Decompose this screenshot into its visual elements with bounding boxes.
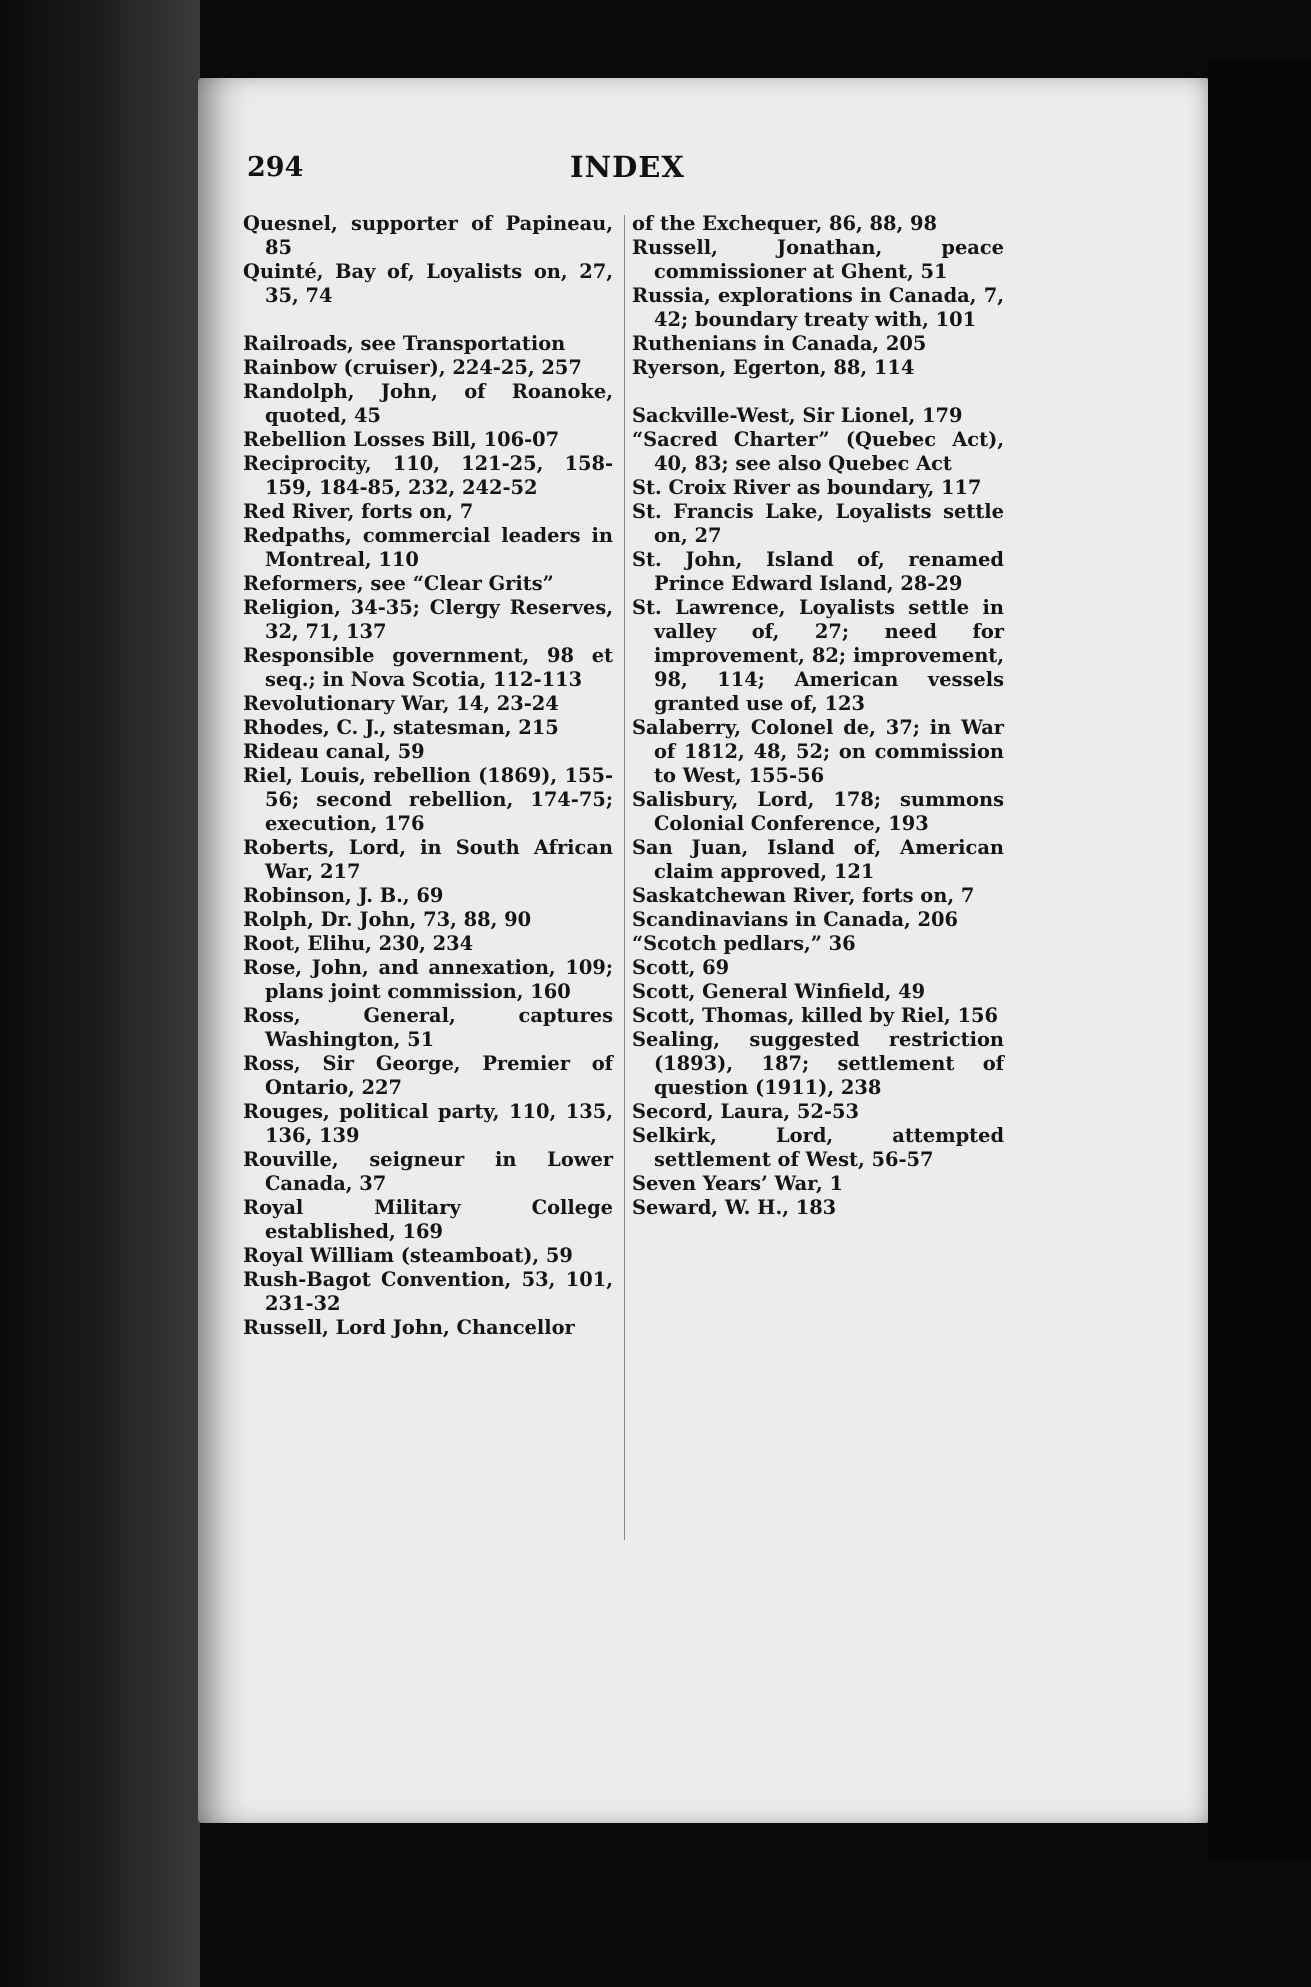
index-entry: Seward, W. H., 183 xyxy=(632,1196,837,1219)
running-title: INDEX xyxy=(570,150,685,184)
index-entry: Randolph, John, of Roanoke, quoted, 45 xyxy=(243,380,613,427)
index-entry: Quinté, Bay of, Loyalists on, 27, 35, 74 xyxy=(243,260,613,307)
index-entry: Seven Years’ War, 1 xyxy=(632,1172,843,1195)
index-entry: Rainbow (cruiser), 224-25, 257 xyxy=(243,356,582,379)
index-entry: Scandinavians in Canada, 206 xyxy=(632,908,958,931)
index-entry: Rush-Bagot Convention, 53, 101, 231-32 xyxy=(243,1268,613,1315)
index-entry: Quesnel, supporter of Papineau, 85 xyxy=(243,212,613,259)
index-column-right xyxy=(632,212,1004,1220)
index-entry: Red River, forts on, 7 xyxy=(243,500,474,523)
index-entry: Robinson, J. B., 69 xyxy=(243,884,444,907)
index-entry: Rolph, Dr. John, 73, 88, 90 xyxy=(243,908,532,931)
index-entry: Rouges, political party, 110, 135, 136, 139 xyxy=(243,1100,613,1147)
index-entry: Scott, Thomas, killed by Riel, 156 xyxy=(632,1004,999,1027)
index-entry: Ruthenians in Canada, 205 xyxy=(632,332,927,355)
letter-section-gap xyxy=(243,308,613,332)
index-entry: San Juan, Island of, American claim approved, 121 xyxy=(632,836,1004,883)
index-entry: Rebellion Losses Bill, 106-07 xyxy=(243,428,560,451)
index-entry: Rideau canal, 59 xyxy=(243,740,425,763)
index-entry: Russell, Lord John, Chancellor xyxy=(243,1316,575,1339)
index-entry: St. Lawrence, Loyalists settle in valley of, 27; need for improvement, 82; improvement, 98, 114; American vessels granted use of, 123 xyxy=(632,596,1004,715)
index-entry: Revolutionary War, 14, 23-24 xyxy=(243,692,559,715)
index-entry: Sackville-West, Sir Lionel, 179 xyxy=(632,404,963,427)
index-entry: Roberts, Lord, in South African War, 217 xyxy=(243,836,613,883)
book-spine xyxy=(0,0,200,1987)
index-entry: Ross, Sir George, Premier of Ontario, 227 xyxy=(243,1052,613,1099)
index-entry: Salaberry, Colonel de, 37; in War of 1812, 48, 52; on commission to West, 155-56 xyxy=(632,716,1004,787)
index-entry: St. Francis Lake, Loyalists settle on, 27 xyxy=(632,500,1004,547)
page-number: 294 xyxy=(247,152,304,183)
index-entry: Russell, Jonathan, peace commissioner at Ghent, 51 xyxy=(632,236,1004,283)
letter-section-gap xyxy=(632,380,1004,404)
index-entry: Rouville, seigneur in Lower Canada, 37 xyxy=(243,1148,613,1195)
index-entry: Royal Military College established, 169 xyxy=(243,1196,613,1243)
index-entry: Rose, John, and annexation, 109; plans joint commission, 160 xyxy=(243,956,613,1003)
index-entry: St. John, Island of, renamed Prince Edward Island, 28-29 xyxy=(632,548,1004,595)
index-entry: “Sacred Charter” (Quebec Act), 40, 83; see also Quebec Act xyxy=(632,428,1004,475)
index-entry: Religion, 34-35; Clergy Reserves, 32, 71, 137 xyxy=(243,596,613,643)
index-entry: Salisbury, Lord, 178; summons Colonial Conference, 193 xyxy=(632,788,1004,835)
index-entry: Riel, Louis, rebellion (1869), 155-56; second rebellion, 174-75; execution, 176 xyxy=(243,764,613,835)
index-entry: Scott, 69 xyxy=(632,956,730,979)
index-entry: “Scotch pedlars,” 36 xyxy=(632,932,856,955)
index-entry: Ryerson, Egerton, 88, 114 xyxy=(632,356,915,379)
page-header xyxy=(0,152,1311,212)
index-entry: Russia, explorations in Canada, 7, 42; boundary treaty with, 101 xyxy=(632,284,1004,331)
scan-background xyxy=(1208,60,1311,1860)
index-entry: Ross, General, captures Washington, 51 xyxy=(243,1004,613,1051)
index-entry: Saskatchewan River, forts on, 7 xyxy=(632,884,975,907)
index-entry: Responsible government, 98 et seq.; in Nova Scotia, 112-113 xyxy=(243,644,613,691)
index-entry: Rhodes, C. J., statesman, 215 xyxy=(243,716,559,739)
index-column-left xyxy=(243,212,613,1340)
index-entry: Scott, General Winfield, 49 xyxy=(632,980,926,1003)
index-entry: Root, Elihu, 230, 234 xyxy=(243,932,474,955)
index-entry: Redpaths, commercial leaders in Montreal, 110 xyxy=(243,524,613,571)
index-entry: Selkirk, Lord, attempted settlement of West, 56-57 xyxy=(632,1124,1004,1171)
index-entry: Reciprocity, 110, 121-25, 158-159, 184-85, 232, 242-52 xyxy=(243,452,613,499)
index-entry: St. Croix River as boundary, 117 xyxy=(632,476,982,499)
index-entry: Royal William (steamboat), 59 xyxy=(243,1244,573,1267)
index-entry: of the Exchequer, 86, 88, 98 xyxy=(632,212,938,235)
index-entry: Sealing, suggested restriction (1893), 187; settlement of question (1911), 238 xyxy=(632,1028,1004,1099)
index-entry: Reformers, see “Clear Grits” xyxy=(243,572,554,595)
index-entry: Secord, Laura, 52-53 xyxy=(632,1100,859,1123)
column-divider xyxy=(624,215,625,1540)
index-entry: Railroads, see Transportation xyxy=(243,332,566,355)
